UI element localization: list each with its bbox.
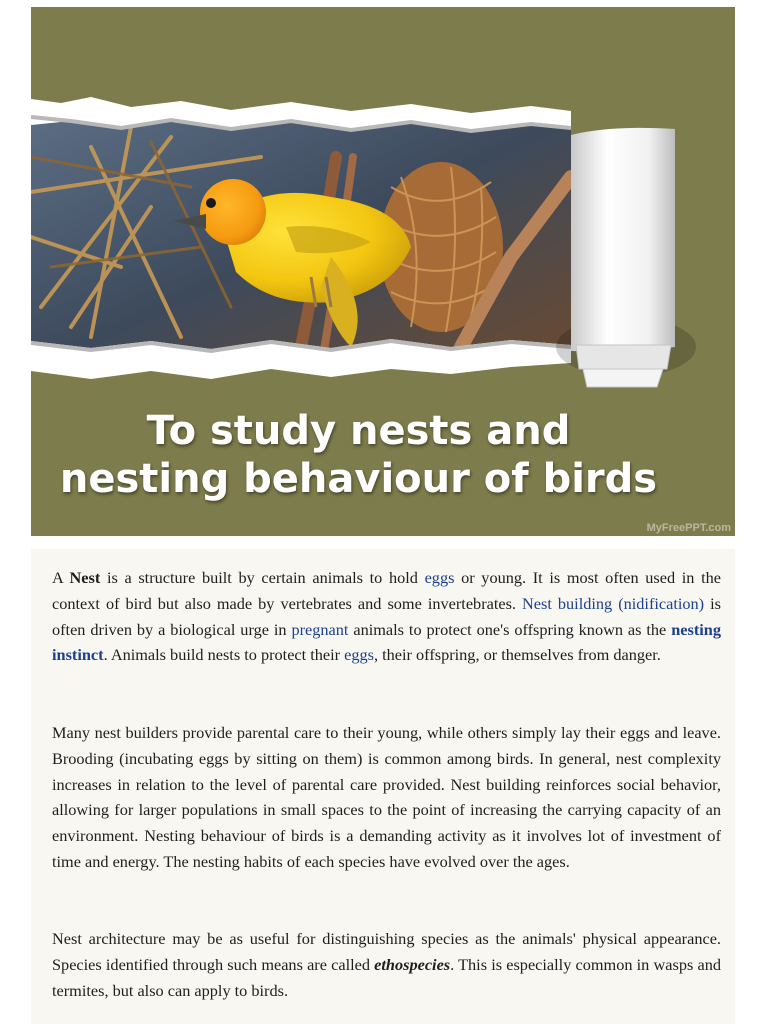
link-nest-building[interactable]: Nest building (nidification): [522, 593, 705, 613]
title-line-1: To study nests and: [146, 408, 571, 454]
link-pregnant[interactable]: pregnant: [291, 619, 349, 639]
link-nesting-instinct[interactable]: nesting instinct: [52, 619, 721, 665]
paragraph-parental-care: Many nest builders provide parental care to their young, while others simply lay their eggs and leave. Brooding (incubating eggs by sitting on them) is common among birds. In general, nest complexity increases in relation to the level of parental care provided. Nest building reinforces social behavior, allowing for larger populations in small spaces to the point of increasing the carrying capacity of an environment. Nesting behaviour of birds is a demanding activity as it involves lot of investment of time and energy. The nesting habits of each species have evolved over the ages.: [52, 723, 721, 871]
link-eggs[interactable]: eggs: [424, 568, 455, 587]
title-line-2: nesting behaviour of birds: [59, 456, 658, 502]
paragraph-nest-definition: A Nest is a structure built by certain animals to hold eggs or young. It is most often used in the context of bird but also made by vertebrates and some invertebrates. Nest building (nidification) is often driven by a biological urge in pregnant animals to protect one's offspring known as the nesting instinct. Animals build nests to protect their eggs, their offspring, or themselves from danger.: [52, 568, 721, 665]
title-banner: [31, 7, 735, 536]
term-nest: Nest: [69, 568, 101, 587]
content-panel: [31, 549, 735, 1024]
link-eggs-2[interactable]: eggs: [344, 645, 374, 665]
page-title: [31, 407, 686, 503]
paper-curl: [556, 128, 696, 387]
nest-photo-image: [31, 107, 591, 367]
term-ethospecies: ethospecies: [374, 954, 451, 974]
watermark: MyFreePPT.com: [646, 522, 731, 534]
paragraph-nest-architecture: Nest architecture may be as useful for distinguishing species as the animals' physical appearance. Species identified through such means are called ethospecies. This is especially common in wasps and termites, but also can apply to birds.: [52, 929, 721, 1000]
